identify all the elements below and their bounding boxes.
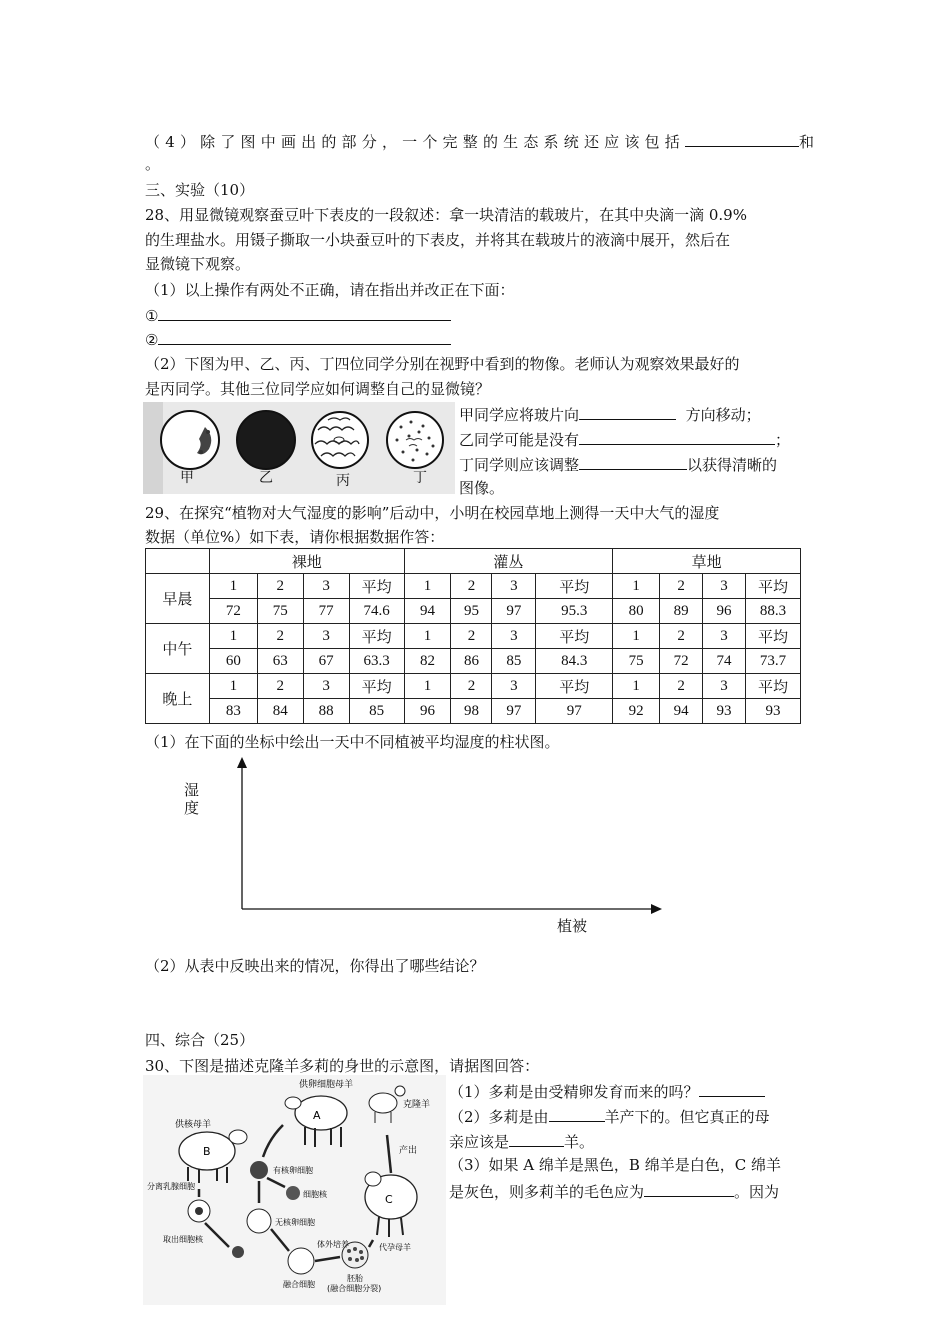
- yi-blank[interactable]: [579, 428, 775, 445]
- clone-diagram: [143, 1075, 446, 1305]
- born-label: 产出: [399, 1146, 418, 1156]
- view-ding: [387, 412, 443, 468]
- q30-sub1: [449, 1080, 765, 1102]
- label-yi: 乙: [259, 470, 273, 486]
- q28-answer2: [145, 328, 451, 350]
- q30-sub3: （3）如果 A 绵羊是黑色，B 绵羊是白色，C 绵羊: [449, 1156, 781, 1174]
- q30-sub1-text: （1）多莉是由受精卵发育而来的吗？: [449, 1083, 699, 1101]
- q30-sub2: [449, 1105, 770, 1127]
- q28-line1: 28、用显微镜观察蚕豆叶下表皮的一段叙述：拿一块清洁的载玻片，在其中央滴一滴 0.9%: [145, 206, 747, 224]
- ding-text: 丁同学则应该调整: [459, 456, 580, 474]
- q30-sub2-text: （2）多莉是由: [449, 1108, 549, 1126]
- sub-header: 2: [451, 574, 492, 599]
- group-header: 草地: [613, 549, 801, 574]
- nucleated-egg-label: 有核卵细胞: [273, 1166, 313, 1175]
- embryo-label: 胚胎: [347, 1274, 363, 1283]
- table-cell: 67: [303, 649, 349, 674]
- q30-sub2-blank[interactable]: [549, 1105, 605, 1122]
- q30-sub2-cont: [449, 1130, 594, 1152]
- table-cell: 82: [404, 649, 451, 674]
- label-jia: 甲: [180, 470, 194, 486]
- sub-header: 3: [303, 674, 349, 699]
- section4-title: 四、综合（25）: [145, 1031, 255, 1049]
- sub-header: 平均: [745, 574, 800, 599]
- sub-header: 1: [404, 674, 451, 699]
- table-cell: 97: [536, 699, 613, 724]
- table-cell: 89: [660, 599, 703, 624]
- sub-header: 1: [404, 574, 451, 599]
- q4-end: 。: [145, 155, 161, 173]
- group-header: 裸地: [209, 549, 404, 574]
- sub-header: 1: [613, 624, 660, 649]
- table-row: [146, 674, 801, 699]
- y-arrow-icon: [237, 757, 247, 768]
- taken-nucleus: [232, 1246, 244, 1258]
- jia-blank[interactable]: [579, 403, 676, 420]
- sub-header: 平均: [536, 674, 613, 699]
- sub-header: 平均: [349, 574, 404, 599]
- mark-1: ①: [145, 307, 159, 325]
- q29-sub2: （2）从表中反映出来的情况，你得出了哪些结论？: [145, 957, 485, 975]
- q30-sub1-blank[interactable]: [699, 1080, 765, 1097]
- answer2-blank[interactable]: [158, 328, 451, 345]
- jia-text: 甲同学应将玻片向: [459, 406, 580, 424]
- table-cell: 93: [703, 699, 746, 724]
- nucleated-egg-cell: [250, 1161, 268, 1179]
- take-nucleus-label: 取出细胞核: [163, 1235, 203, 1244]
- q28-answer1: [145, 304, 451, 326]
- table-row: [146, 624, 801, 649]
- label-bing: 丙: [336, 473, 350, 489]
- q30-sub2-text-2: 羊产下的。但它真正的母: [604, 1108, 770, 1126]
- time-cell: 早晨: [146, 574, 210, 624]
- table-row: [146, 699, 801, 724]
- x-label: 植被: [557, 917, 588, 935]
- sub-header: 2: [660, 574, 703, 599]
- table-cell: 74.6: [349, 599, 404, 624]
- table-cell: 96: [404, 699, 451, 724]
- egg-donor-label: 供卵细胞母羊: [299, 1080, 354, 1090]
- table-cell: 88: [303, 699, 349, 724]
- sub-header: 3: [703, 624, 746, 649]
- sheep-a-label: A: [313, 1109, 321, 1122]
- table-cell: 95: [451, 599, 492, 624]
- blank-axes[interactable]: [225, 755, 670, 920]
- table-cell: 94: [404, 599, 451, 624]
- table-header-row: [146, 549, 801, 574]
- table-cell: 98: [451, 699, 492, 724]
- sub-header: 2: [451, 674, 492, 699]
- surrogate-label: 代孕母羊: [379, 1243, 411, 1252]
- culture-label: 体外培养: [317, 1240, 349, 1249]
- nucleus-donor-label: 供核母羊: [175, 1120, 212, 1130]
- sub-header: 2: [451, 624, 492, 649]
- table-row: [146, 574, 801, 599]
- table-cell: 72: [209, 599, 257, 624]
- time-cell: 中午: [146, 624, 210, 674]
- table-cell: 94: [660, 699, 703, 724]
- jia-line: [459, 403, 761, 425]
- yi-text: 乙同学可能是没有: [459, 431, 580, 449]
- table-cell: 84: [257, 699, 303, 724]
- enucleated-egg-cell: [247, 1209, 271, 1233]
- sub-header: 2: [660, 624, 703, 649]
- table-cell: 72: [660, 649, 703, 674]
- corner-cell: [146, 549, 210, 574]
- table-cell: 77: [303, 599, 349, 624]
- q30-sub2-blank-2[interactable]: [509, 1130, 564, 1147]
- table-cell: 75: [613, 649, 660, 674]
- yi-text-2: ；: [775, 431, 791, 449]
- q28-line3: 显微镜下观察。: [145, 255, 251, 273]
- q4-and: 和: [798, 133, 820, 151]
- sub-header: 平均: [536, 624, 613, 649]
- enucleated-egg-label: 无核卵细胞: [275, 1218, 315, 1227]
- table-cell: 97: [492, 599, 536, 624]
- sub-header: 3: [703, 574, 746, 599]
- table-cell: 85: [349, 699, 404, 724]
- table-cell: 86: [451, 649, 492, 674]
- sheep-b-label: B: [203, 1145, 211, 1158]
- label-ding: 丁: [413, 470, 427, 486]
- table-cell: 88.3: [745, 599, 800, 624]
- separate-label: 分离乳腺细胞: [147, 1182, 195, 1191]
- q30-sub3-cont: [449, 1180, 779, 1202]
- section3-title: 三、实验（10）: [145, 181, 255, 199]
- sub-header: 1: [613, 674, 660, 699]
- sub-header: 平均: [745, 674, 800, 699]
- sub-header: 1: [613, 574, 660, 599]
- sub-header: 平均: [745, 624, 800, 649]
- sub-header: 3: [492, 624, 536, 649]
- answer1-blank[interactable]: [158, 304, 451, 321]
- group-header: 灌丛: [404, 549, 613, 574]
- table-cell: 83: [209, 699, 257, 724]
- x-arrow-icon: [651, 904, 662, 914]
- sub-header: 2: [257, 574, 303, 599]
- sub-header: 3: [303, 624, 349, 649]
- table-cell: 75: [257, 599, 303, 624]
- yi-line: [459, 428, 790, 450]
- q28-sub1: （1）以上操作有两处不正确，请在指出并改正在下面：: [145, 281, 515, 299]
- sub-header: 2: [257, 624, 303, 649]
- sub-header: 1: [404, 624, 451, 649]
- egg-nucleus-cell: [286, 1186, 300, 1200]
- table-cell: 63: [257, 649, 303, 674]
- table-cell: 96: [703, 599, 746, 624]
- view-jia: [161, 411, 219, 469]
- sub-header: 3: [703, 674, 746, 699]
- q28-sub2-line2: 是丙同学。其他三位同学应如何调整自己的显微镜？: [145, 380, 491, 398]
- sheep-c-label: C: [385, 1193, 393, 1206]
- view-yi: [237, 411, 295, 469]
- q30-sub2-text-4: 羊。: [564, 1133, 595, 1151]
- view-bing: [312, 412, 368, 468]
- table-cell: 73.7: [745, 649, 800, 674]
- sub-header: 1: [209, 674, 257, 699]
- q30-sub3-blank[interactable]: [644, 1180, 734, 1197]
- q29-line2: 数据（单位%）如下表，请你根据数据作答：: [145, 528, 445, 546]
- sub-header: 3: [492, 674, 536, 699]
- sub-header: 平均: [536, 574, 613, 599]
- table-cell: 80: [613, 599, 660, 624]
- q30-sub3-text-2: 。因为: [734, 1183, 780, 1201]
- y-label-2: 度: [184, 799, 200, 817]
- q30-line1: 30、下图是描述克隆羊多莉的身世的示意图，请据图回答：: [145, 1057, 540, 1075]
- table-cell: 63.3: [349, 649, 404, 674]
- table-row: [146, 649, 801, 674]
- q29-sub1: （1）在下面的坐标中绘出一天中不同植被平均湿度的柱状图。: [145, 733, 560, 751]
- embryo-note: (融合细胞分裂): [327, 1284, 382, 1293]
- time-cell: 晚上: [146, 674, 210, 724]
- table-cell: 74: [703, 649, 746, 674]
- y-label-1: 湿: [184, 781, 200, 799]
- table-cell: 60: [209, 649, 257, 674]
- table-cell: 97: [492, 699, 536, 724]
- sub-header: 1: [209, 624, 257, 649]
- sub-header: 3: [492, 574, 536, 599]
- fused-label: 融合细胞: [283, 1280, 315, 1289]
- q30-sub2-text-3: 亲应该是: [449, 1133, 510, 1151]
- ding-blank[interactable]: [579, 453, 687, 470]
- table-cell: 95.3: [536, 599, 613, 624]
- q30-sub3-text: 是灰色，则多莉羊的毛色应为: [449, 1183, 645, 1201]
- table-cell: 84.3: [536, 649, 613, 674]
- q4-blank[interactable]: [685, 130, 799, 147]
- fused-cell: [288, 1248, 314, 1274]
- ding-line: [459, 453, 777, 475]
- jia-text-2: 方向移动；: [685, 406, 761, 424]
- humidity-table: [145, 548, 801, 724]
- sub-header: 平均: [349, 624, 404, 649]
- mammary-nucleus: [195, 1207, 203, 1215]
- clone-label: 克隆羊: [403, 1100, 431, 1110]
- sub-header: 3: [303, 574, 349, 599]
- q4-text: （4）除了图中画出的部分，一个完整的生态系统还应该包括: [145, 133, 685, 151]
- q28-sub2-line1: （2）下图为甲、乙、丙、丁四位同学分别在视野中看到的物像。老师认为观察效果最好的: [145, 355, 740, 373]
- ding-line-2: 图像。: [459, 479, 505, 497]
- table-cell: 93: [745, 699, 800, 724]
- mark-2: ②: [145, 331, 159, 349]
- egg-nucleus-label: 细胞核: [303, 1190, 327, 1199]
- q29-line1: 29、在探究“植物对大气湿度的影响”后动中，小明在校园草地上测得一天中大气的湿度: [145, 504, 720, 522]
- q28-line2: 的生理盐水。用镊子撕取一小块蚕豆叶的下表皮，并将其在载玻片的液滴中展开，然后在: [145, 231, 731, 249]
- table-cell: 92: [613, 699, 660, 724]
- q4-line: [145, 130, 819, 152]
- ding-text-2: 以获得清晰的: [687, 456, 778, 474]
- table-cell: 85: [492, 649, 536, 674]
- sub-header: 2: [660, 674, 703, 699]
- table-row: [146, 599, 801, 624]
- sub-header: 2: [257, 674, 303, 699]
- sub-header: 1: [209, 574, 257, 599]
- sub-header: 平均: [349, 674, 404, 699]
